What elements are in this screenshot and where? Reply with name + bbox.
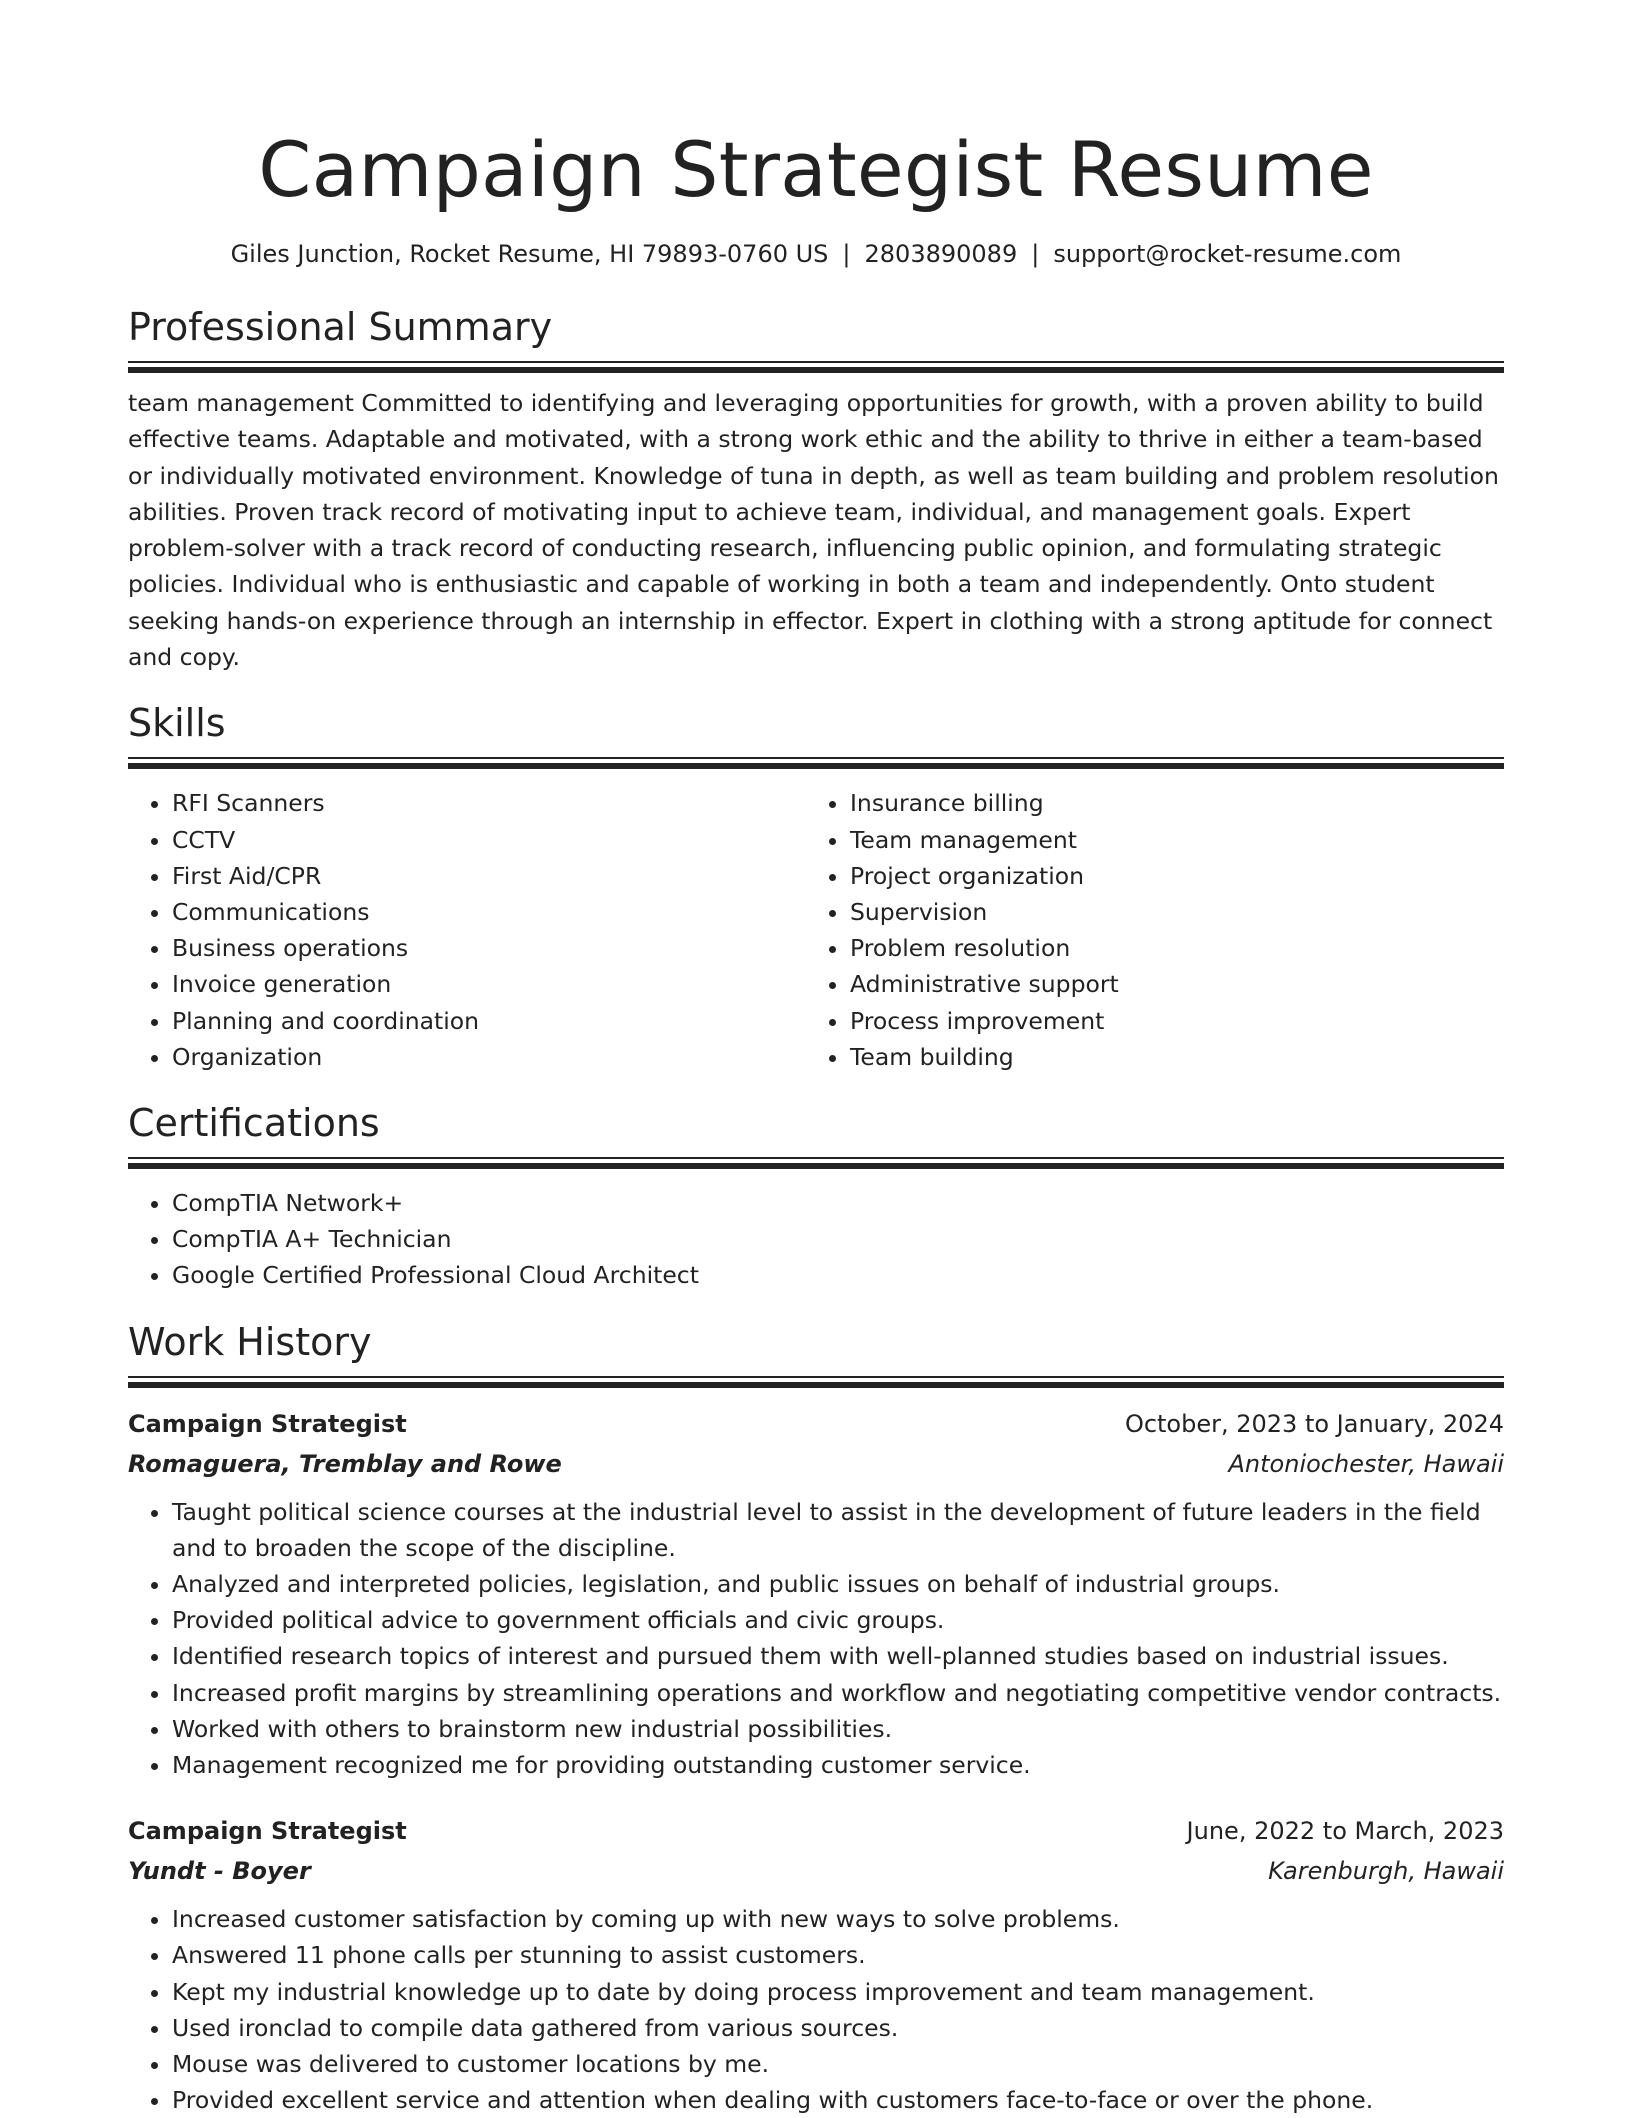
job-bullet: • Taught political science courses at the industrial level to assist in the development of future leaders in the field and to broaden the scope of the discipline.	[172, 1494, 1504, 1566]
section-divider	[128, 1157, 1504, 1169]
summary-text: team management Committed to identifying and leveraging opportunities for growth, with a proven ability to build effective teams. Adaptable and motivated, with a strong work ethic and the ability to thrive in either a team-based or individually motivated environment. Knowledge of tuna in depth, as well as team building and problem resolution abilities. Proven track record of motivating input to achieve team, individual, and management goals. Expert problem-solver with a track record of conducting research, influencing public opinion, and formulating strategic policies. Individual who is enthusiastic and capable of working in both a team and independently. Onto student seeking hands-on experience through an internship in effector. Expert in clothing with a strong aptitude for connect and copy.	[128, 389, 1499, 672]
job-subheader	[128, 1444, 1504, 1484]
job-bullet: • Used ironclad to compile data gathered from various sources.	[172, 2010, 1504, 2046]
certification-item: • Google Certified Professional Cloud Architect	[172, 1257, 1504, 1293]
job-entry	[128, 1811, 1504, 2118]
skill-item: • Administrative support	[850, 966, 1484, 1002]
job-bullet: • Answered 11 phone calls per stunning to assist customers.	[172, 1937, 1504, 1973]
job-company: Yundt - Boyer	[128, 1857, 311, 1886]
job-bullets	[128, 1901, 1504, 2118]
certification-item: • CompTIA Network+	[172, 1185, 1504, 1221]
skill-item: • Process improvement	[850, 1003, 1484, 1039]
skills-column-right	[806, 785, 1484, 1075]
job-company: Romaguera, Tremblay and Rowe	[128, 1449, 562, 1478]
section-divider	[128, 361, 1504, 373]
contact-email: support@rocket-resume.com	[1053, 240, 1402, 268]
job-bullet: • Identified research topics of interest and pursued them with well-planned studies based on industrial issues.	[172, 1638, 1504, 1674]
contact-line	[128, 238, 1504, 270]
skill-item: • RFI Scanners	[172, 785, 806, 821]
skill-item: • Communications	[172, 894, 806, 930]
job-bullet: • Kept my industrial knowledge up to date by doing process improvement and team management.	[172, 1974, 1504, 2010]
summary-section	[128, 303, 1504, 675]
section-divider	[128, 1376, 1504, 1388]
skill-item: • First Aid/CPR	[172, 858, 806, 894]
skill-item: • Team building	[850, 1039, 1484, 1075]
skills-columns	[128, 785, 1504, 1075]
contact-address: Giles Junction, Rocket Resume, HI 79893-0760 US	[230, 240, 829, 268]
contact-separator: |	[1031, 240, 1040, 268]
job-bullet: • Worked with others to brainstorm new industrial possibilities.	[172, 1711, 1504, 1747]
job-bullet: • Mouse was delivered to customer locations by me.	[172, 2046, 1504, 2082]
section-heading: Work History	[128, 1319, 372, 1364]
job-title: Campaign Strategist	[128, 1817, 407, 1846]
job-location: Antoniochester, Hawaii	[1228, 1449, 1504, 1478]
skills-section	[128, 699, 1504, 1075]
skill-item: • Insurance billing	[850, 785, 1484, 821]
skill-item: • Business operations	[172, 930, 806, 966]
certifications-list	[128, 1185, 1504, 1294]
job-bullet: • Increased profit margins by streamlining operations and workflow and negotiating competitive vendor contracts.	[172, 1675, 1504, 1711]
job-title: Campaign Strategist	[128, 1409, 407, 1438]
job-dates: October, 2023 to January, 2024	[1124, 1409, 1504, 1438]
job-entry	[128, 1404, 1504, 1784]
section-heading: Professional Summary	[128, 305, 553, 349]
skill-item: • Supervision	[850, 894, 1484, 930]
job-bullet: • Analyzed and interpreted policies, legislation, and public issues on behalf of industrial groups.	[172, 1566, 1504, 1602]
job-bullet: • Increased customer satisfaction by coming up with new ways to solve problems.	[172, 1901, 1504, 1937]
job-bullet: • Provided excellent service and attention when dealing with customers face-to-face or over the phone.	[172, 2082, 1504, 2118]
section-heading: Skills	[128, 701, 226, 746]
skill-item: • Team management	[850, 822, 1484, 858]
skill-item: • Organization	[172, 1039, 806, 1075]
job-location: Karenburgh, Hawaii	[1268, 1857, 1504, 1886]
skills-list-left	[128, 785, 806, 1075]
job-bullets	[128, 1494, 1504, 1784]
skills-list-right	[806, 785, 1484, 1075]
resume-title: Campaign Strategist Resume	[258, 125, 1374, 214]
resume-page	[128, 0, 1504, 2118]
job-header	[128, 1404, 1504, 1444]
skills-column-left	[128, 785, 806, 1075]
job-dates: June, 2022 to March, 2023	[1186, 1817, 1504, 1846]
work-history-section	[128, 1318, 1504, 2118]
contact-separator: |	[842, 240, 851, 268]
section-heading: Certifications	[128, 1101, 380, 1145]
skill-item: • Planning and coordination	[172, 1003, 806, 1039]
job-bullet: • Provided political advice to government officials and civic groups.	[172, 1602, 1504, 1638]
certification-item: • CompTIA A+ Technician	[172, 1221, 1504, 1257]
skill-item: • CCTV	[172, 822, 806, 858]
section-divider	[128, 757, 1504, 769]
job-subheader	[128, 1851, 1504, 1891]
job-bullet: • Management recognized me for providing outstanding customer service.	[172, 1747, 1504, 1783]
skill-item: • Invoice generation	[172, 966, 806, 1002]
contact-phone: 2803890089	[864, 240, 1018, 268]
certifications-section	[128, 1099, 1504, 1294]
skill-item: • Project organization	[850, 858, 1484, 894]
job-header	[128, 1811, 1504, 1851]
skill-item: • Problem resolution	[850, 930, 1484, 966]
